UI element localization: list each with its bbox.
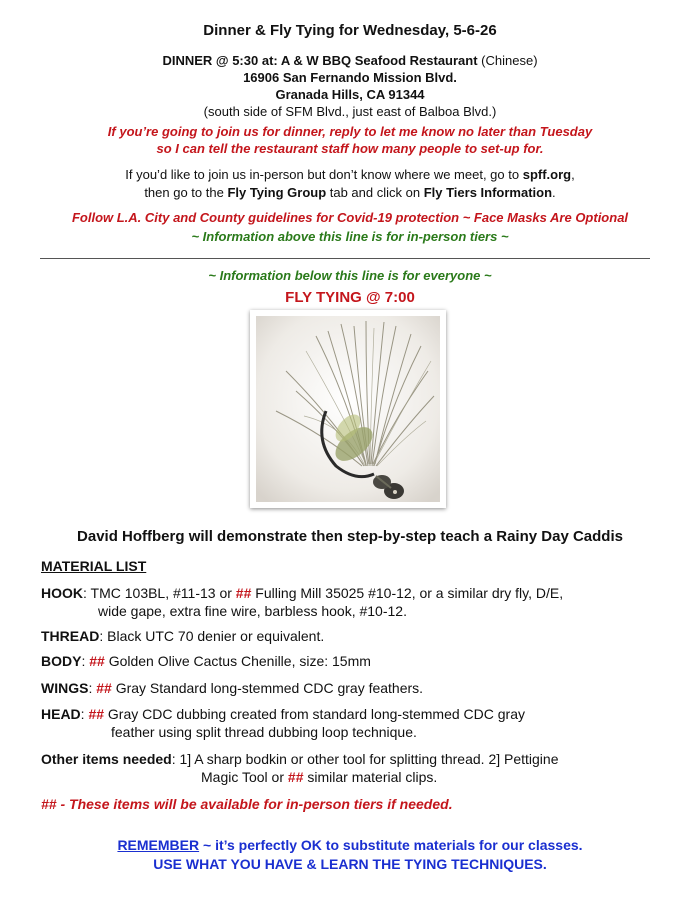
spff-site-link[interactable]: spff.org [522,167,572,182]
fly-tying-group-tab: Fly Tying Group [227,185,327,200]
available-marker: ## [41,796,57,812]
page-title: Dinner & Fly Tying for Wednesday, 5-6-26 [203,22,497,39]
dinner-venue-line [0,52,700,69]
other-text-2: Magic Tool or [201,769,288,785]
body-text-1: : [81,653,90,669]
fly-tying-heading: FLY TYING @ 7:00 [285,289,415,306]
material-other [41,750,661,786]
section-divider [40,258,650,259]
remember-note [0,836,700,874]
material-list-heading: MATERIAL LIST [41,558,147,574]
remember-text: ~ it’s perfectly OK to substitute materials for our classes. [199,837,583,853]
hook-text-3: wide gape, extra fine wire, barbless hook, #10-12. [98,603,407,619]
dinner-cuisine: (Chinese) [477,53,538,68]
head-text-3: feather using split thread dubbing loop technique. [111,724,417,740]
remember-word: REMEMBER [117,837,200,853]
available-marker: ## [235,585,252,601]
covid-guidelines: Follow L.A. City and County guidelines for Covid-19 protection ~ Face Masks Are Optional [71,210,629,225]
available-marker: ## [96,680,112,696]
join-text-5: . [552,185,556,200]
thread-text: : Black UTC 70 denier or equivalent. [99,628,325,644]
covid-notice [0,208,700,246]
other-text-1: : 1] A sharp bodkin or other tool for splitting thread. 2] Pettigine [171,751,559,767]
rsvp-line-1: If you’re going to join us for dinner, reply to let me know no later than Tuesday [107,124,593,139]
hook-label: HOOK [41,585,83,601]
demo-description: David Hoffberg will demonstrate then step-by-step teach a Rainy Day Caddis [77,528,623,545]
material-wings [41,679,661,697]
join-text-4: tab and click on [326,185,424,200]
available-marker: ## [287,769,304,785]
material-hook [41,584,661,620]
dinner-info [0,52,700,120]
fly-tiers-information: Fly Tiers Information [423,185,553,200]
join-text-2: , [571,167,575,182]
head-label: HEAD [41,706,81,722]
wings-text-2: Gray Standard long-stemmed CDC gray feathers. [111,680,424,696]
wings-text-1: : [88,680,97,696]
join-text-3: then go to the [144,185,228,200]
material-head [41,705,661,741]
availability-note [41,796,453,812]
wings-label: WINGS [41,680,89,696]
available-marker: ## [88,706,105,722]
dinner-address-street: 16906 San Fernando Mission Blvd. [243,70,457,85]
hook-text-2: Fulling Mill 35025 #10-12, or a similar dry fly, D/E, [251,585,564,601]
remember-text-2: USE WHAT YOU HAVE & LEARN THE TYING TECHNIQUES. [153,856,547,872]
rsvp-notice [0,123,700,157]
availability-text: - These items will be available for in-person tiers if needed. [56,796,453,812]
material-body [41,652,661,670]
everyone-divider-note: ~ Information below this line is for everyone ~ [208,268,492,283]
head-text-2: Gray CDC dubbing created from standard long-stemmed CDC gray [104,706,525,722]
available-marker: ## [89,653,105,669]
fly-photo [250,310,446,508]
rsvp-line-2: so I can tell the restaurant staff how many people to set-up for. [156,141,544,156]
hook-text-1: : TMC 103BL, #11-13 or [83,585,236,601]
thread-label: THREAD [41,628,100,644]
join-info [0,166,700,202]
in-person-divider-note: ~ Information above this line is for in-person tiers ~ [191,229,509,244]
material-thread [41,627,661,645]
dinner-address-city: Granada Hills, CA 91344 [275,87,425,102]
other-text-3: similar material clips. [303,769,438,785]
rainy-day-caddis-image [256,316,440,502]
body-label: BODY [41,653,82,669]
dinner-directions: (south side of SFM Blvd., just east of Balboa Blvd.) [203,104,497,119]
other-label: Other items needed [41,751,172,767]
body-text-2: Golden Olive Cactus Chenille, size: 15mm [104,653,371,669]
head-text-1: : [80,706,89,722]
join-text-1: If you’d like to join us in-person but don’t know where we meet, go to [125,167,523,182]
dinner-venue: DINNER @ 5:30 at: A & W BBQ Seafood Restaurant [162,53,478,68]
